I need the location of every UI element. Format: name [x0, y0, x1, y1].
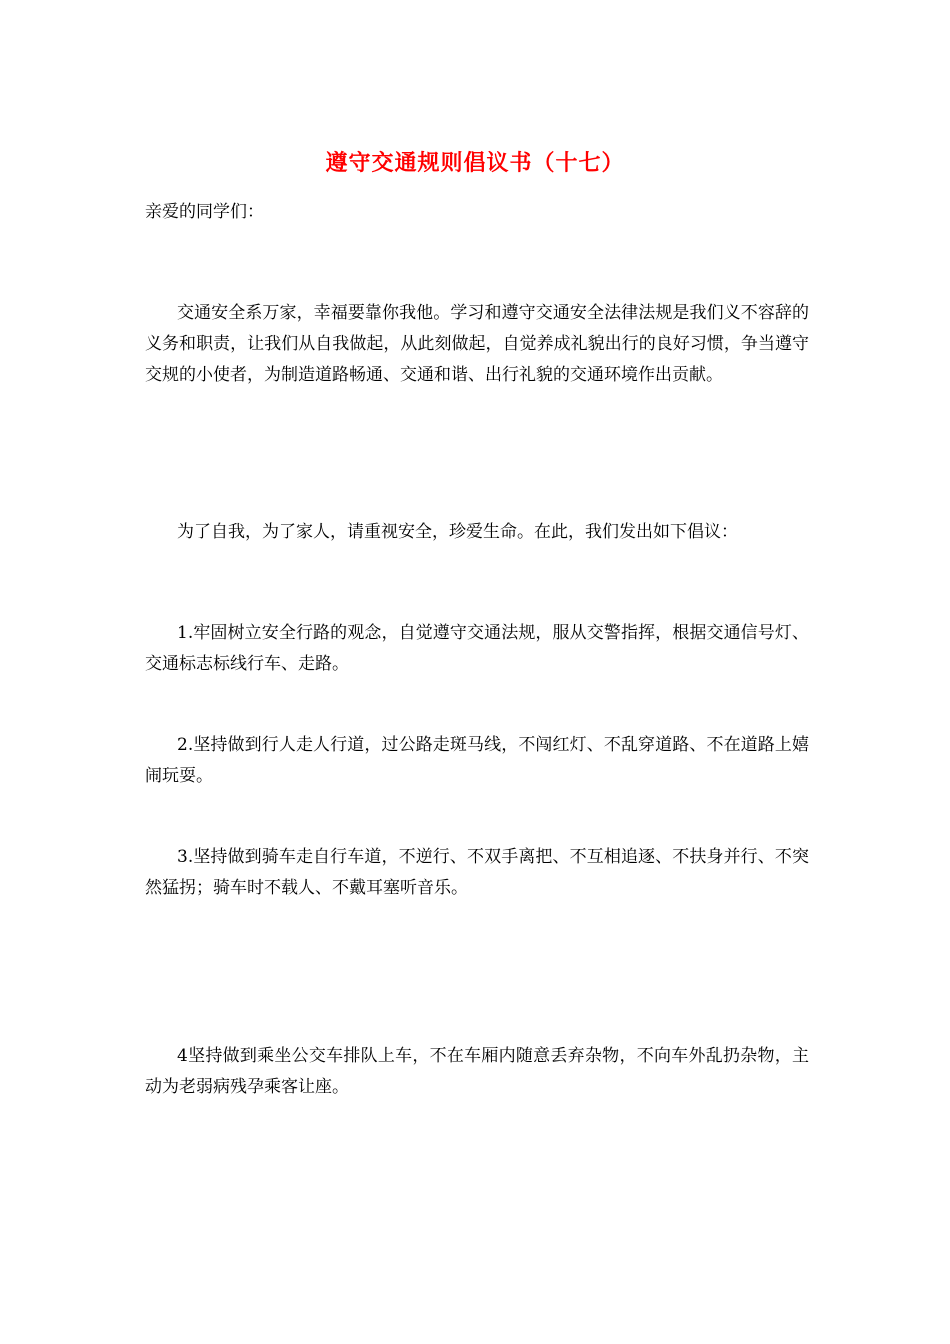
salutation: 亲爱的同学们：: [145, 202, 264, 222]
paragraph-item-3: 3.坚持做到骑车走自行车道，不逆行、不双手离把、不互相追逐、不扶身并行、不突然猛拐；骑车时不载人、不戴耳塞听音乐。: [145, 847, 809, 898]
paragraph-item-1: 1.牢固树立安全行路的观念，自觉遵守交通法规，服从交警指挥，根据交通信号灯、交通标志标线行车、走路。: [145, 623, 809, 674]
paragraph-item-4: 4坚持做到乘坐公交车排队上车，不在车厢内随意丢弃杂物，不向车外乱扔杂物，主动为老弱病残孕乘客让座。: [145, 1046, 809, 1097]
paragraph-intro: 交通安全系万家，幸福要靠你我他。学习和遵守交通安全法律法规是我们义不容辞的义务和职责，让我们从自我做起，从此刻做起，自觉养成礼貌出行的良好习惯，争当遵守交规的小使者，为制造道路畅通、交通和谐、出行礼貌的交通环境作出贡献。: [145, 303, 809, 385]
paragraph-item-2: 2.坚持做到行人走人行道，过公路走斑马线，不闯红灯、不乱穿道路、不在道路上嬉闹玩耍。: [145, 735, 809, 786]
paragraph-appeal: 为了自我，为了家人，请重视安全，珍爱生命。在此，我们发出如下倡议：: [177, 522, 738, 542]
document-title: 遵守交通规则倡议书（十七）: [325, 150, 625, 176]
